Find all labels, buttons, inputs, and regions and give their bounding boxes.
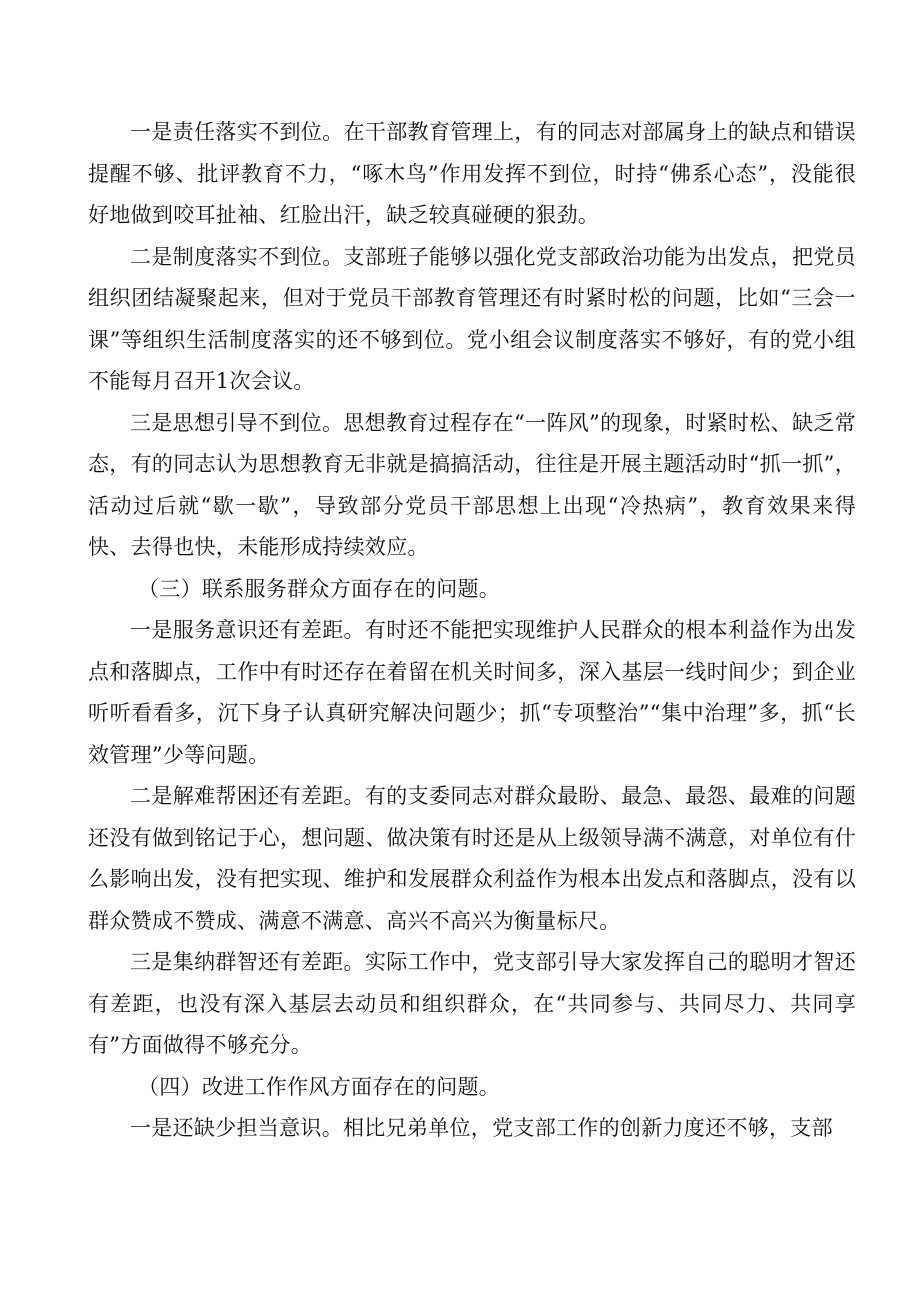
paragraph-service: 一是服务意识还有差距。有时还不能把实现维护人民群众的根本利益作为出发点和落脚点，工作中有时还存在着留在机关时间多，深入基层一线时间少；到企业听听看看多，沉下身子认真研究解决问题少；抓“专项整治”“集中治理”多，抓“长效管理”少等问题。 bbox=[88, 618, 856, 767]
paragraph-responsibility-awareness: 一是还缺少担当意识。相比兄弟单位，党支部工作的创新力度还不够，支部 bbox=[130, 1116, 833, 1140]
paragraph-ideology: 三是思想引导不到位。思想教育过程存在“一阵风”的现象，时紧时松、缺乏常态，有的同志认为思想教育无非就是搞搞活动，往往是开展主题活动时“抓一抓”，活动过后就“歇一歇”，导致部分党员干部思想上出现“冷热病”，教育效果来得快、去得也快，未能形成持续效应。 bbox=[88, 410, 856, 559]
document-body bbox=[88, 112, 856, 1150]
section-heading-4: （四）改进工作作风方面存在的问题。 bbox=[138, 1074, 501, 1099]
paragraph-responsibility: 一是责任落实不到位。在干部教育管理上，有的同志对部属身上的缺点和错误提醒不够、批评教育不力，“啄木鸟”作用发挥不到位，时持“佛系心态”，没能很好地做到咬耳扯袖、红脸出汗，缺乏较真碰硬的狠劲。 bbox=[88, 120, 856, 227]
paragraph-wisdom: 三是集纳群智还有差距。实际工作中，党支部引导大家发挥自己的聪明才智还有差距，也没有深入基层去动员和组织群众，在“共同参与、共同尽力、共同享有”方面做得不够充分。 bbox=[88, 950, 856, 1057]
paragraph-difficulty: 二是解难帮困还有差距。有的支委同志对群众最盼、最急、最怨、最难的问题还没有做到铭记于心，想问题、做决策有时还是从上级领导满不满意，对单位有什么影响出发，没有把实现、维护和发展群众利益作为根本出发点和落脚点，没有以群众赞成不赞成、满意不满意、高兴不高兴为衡量标尺。 bbox=[88, 784, 856, 933]
section-heading-3: （三）联系服务群众方面存在的问题。 bbox=[138, 576, 501, 601]
paragraph-system: 二是制度落实不到位。支部班子能够以强化党支部政治功能为出发点，把党员组织团结凝聚起来，但对于党员干部教育管理还有时紧时松的问题，比如“三会一课”等组织生活制度落实的还不够到位。党小组会议制度落实不够好，有的党小组不能每月召开1次会议。 bbox=[88, 244, 856, 393]
